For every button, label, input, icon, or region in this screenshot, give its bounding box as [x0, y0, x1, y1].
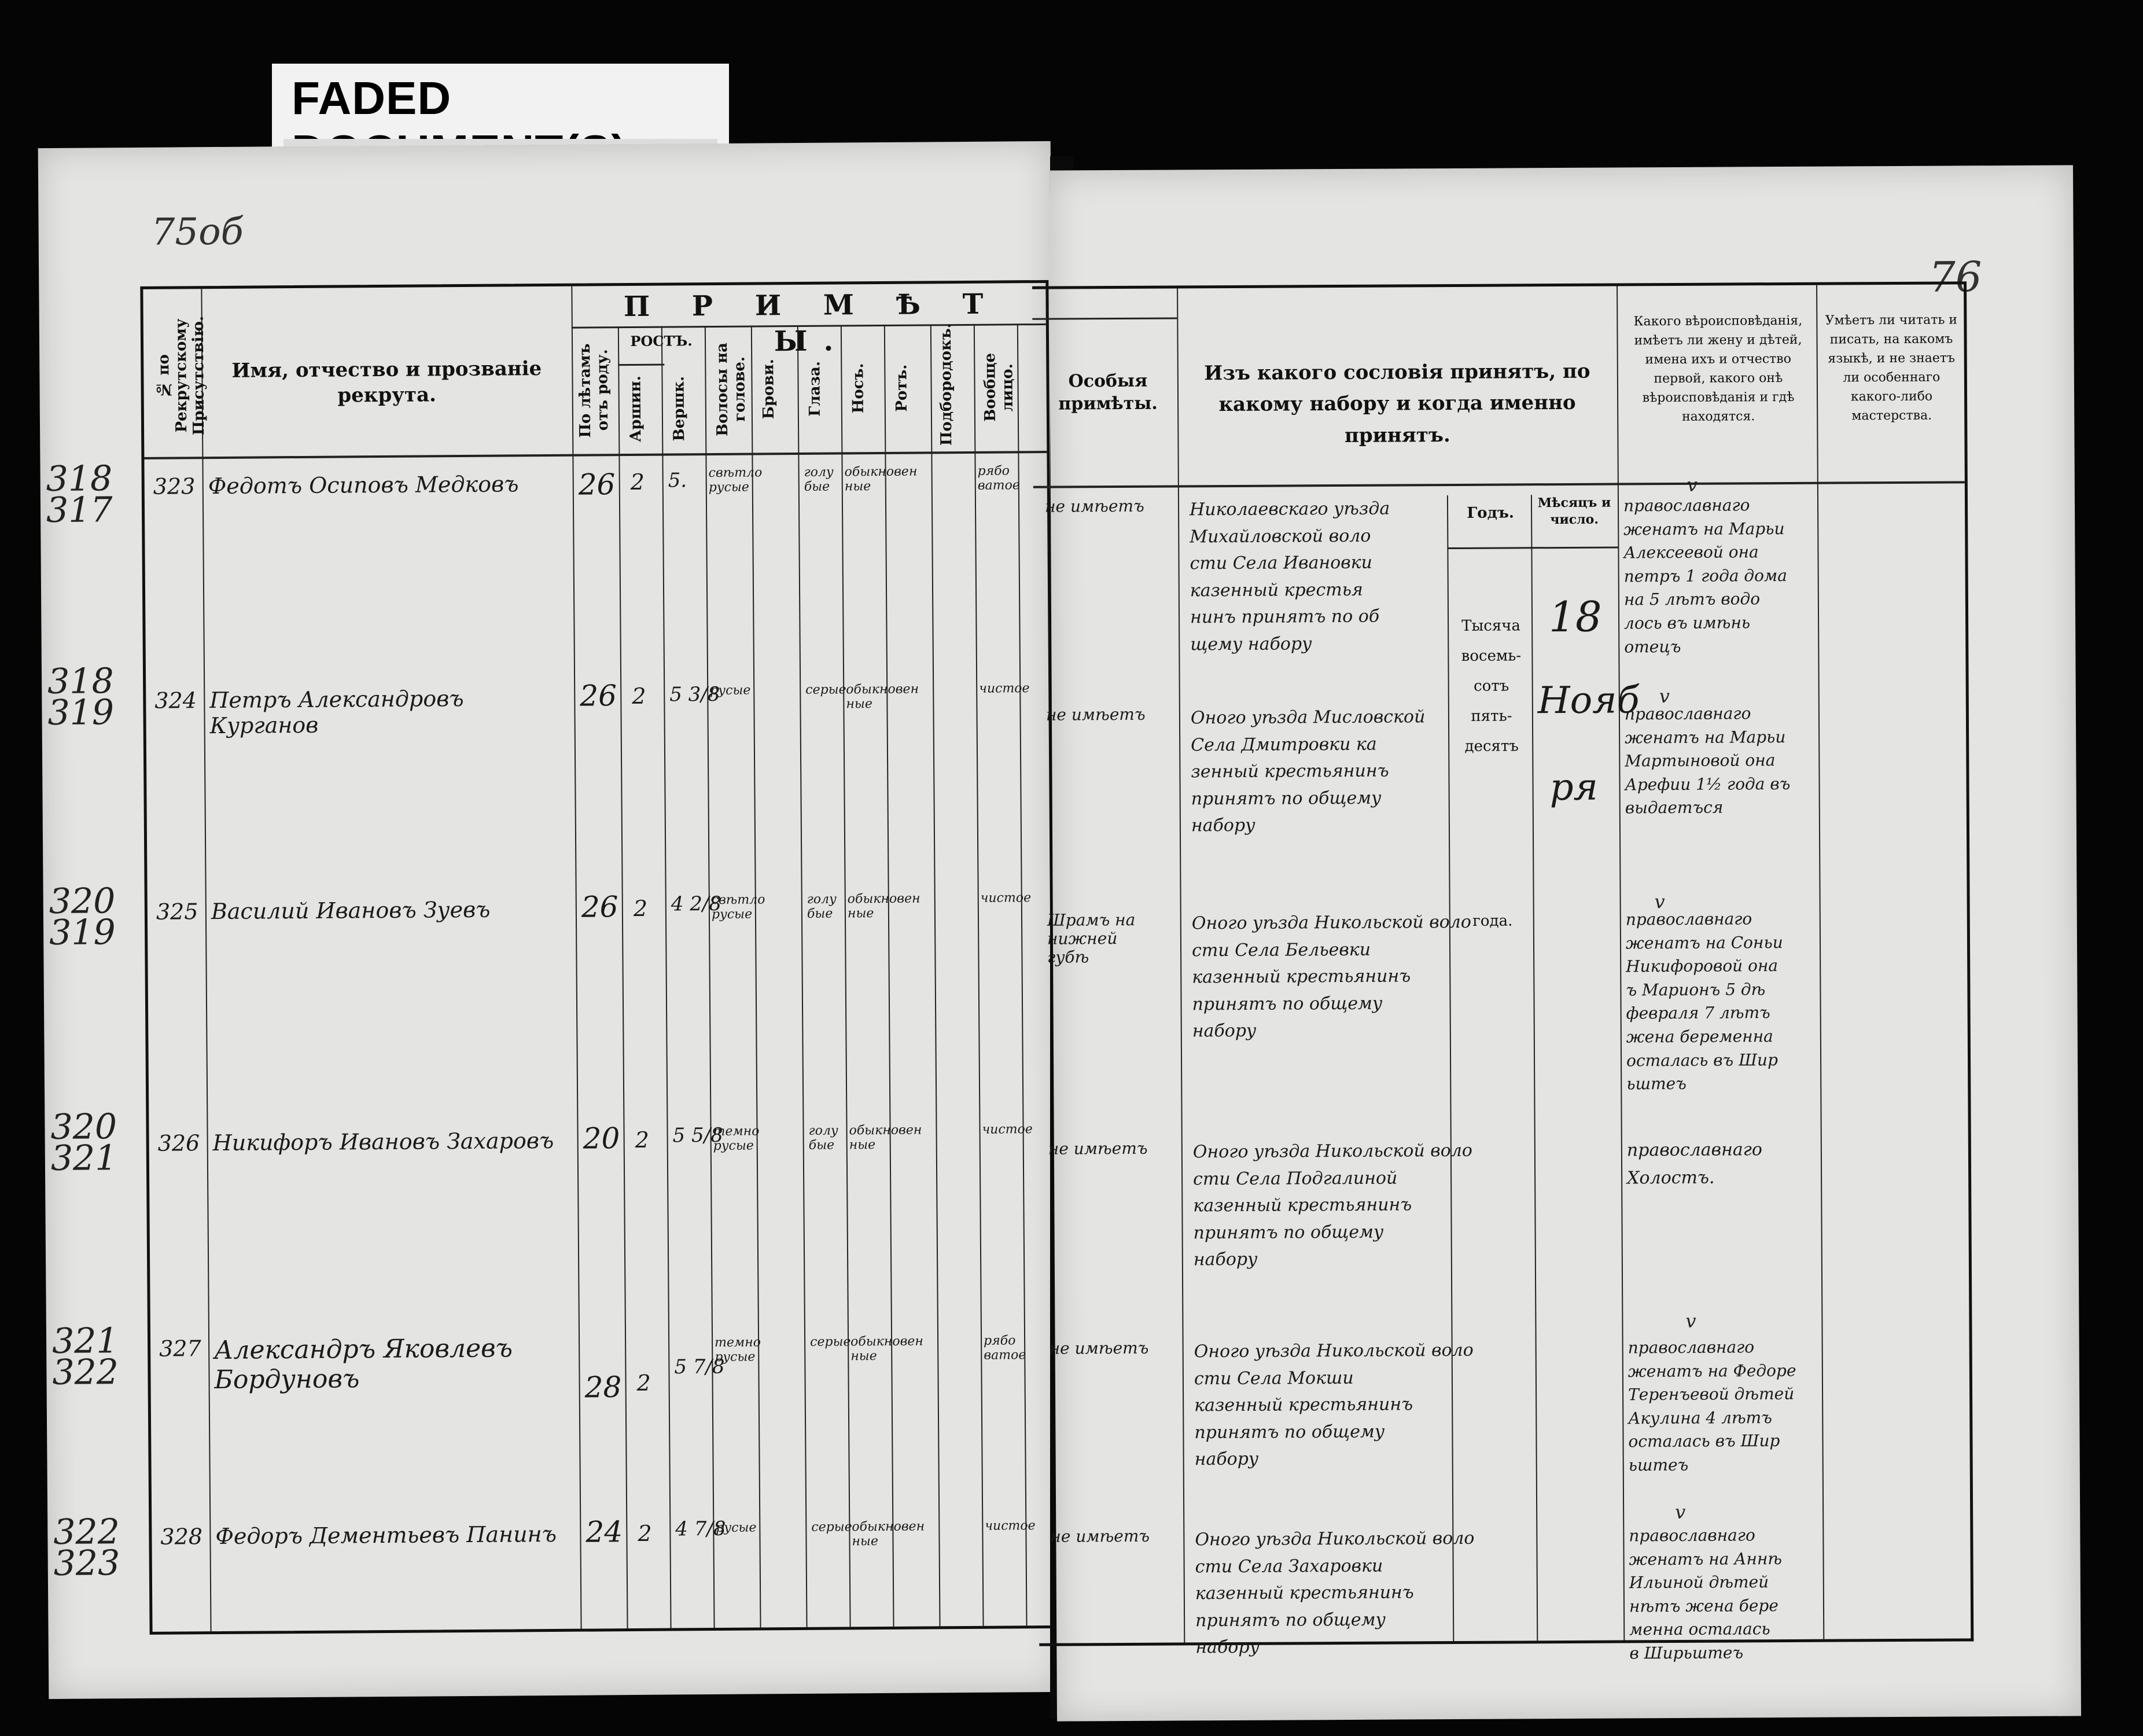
col-divider	[1816, 285, 1824, 1639]
col-divider	[618, 326, 628, 1628]
nose-mouth: обыкновен ные	[850, 1334, 923, 1364]
col-divider	[1177, 288, 1185, 1642]
face: чистое	[985, 1518, 1036, 1533]
special-marks: не имѣетъ	[1050, 1526, 1150, 1546]
header-primety: П Р И М Ѣ Т Ы.	[623, 288, 1000, 358]
estate-entry: Оного уѣзда Мисловской Села Дмитровки ка зенный крестьянинъ принятъ по общему набору	[1190, 707, 1426, 836]
height-arshin: 2	[635, 1127, 649, 1153]
special-marks: не имѣетъ	[1044, 496, 1144, 516]
col-divider	[661, 326, 672, 1628]
religion-family-entry: православнаго женатъ на Марьи Мартыновой она Арефии 1½ года въ выдаетъся	[1624, 704, 1791, 818]
eye-color: серые	[810, 1334, 851, 1349]
recruit-number: 325	[156, 899, 198, 925]
recruit-name: Александръ Яковлевъ Бордуновъ	[213, 1333, 513, 1395]
hair-color: темно русые	[713, 1124, 760, 1154]
margin-number: 318 317	[46, 458, 113, 531]
date-header-rule	[1447, 547, 1618, 550]
special-marks: не имѣетъ	[1049, 1338, 1149, 1358]
margin-number: 322 323	[53, 1511, 120, 1584]
header-mouth: Ротъ.	[893, 364, 911, 412]
header-nose: Носъ.	[849, 363, 867, 414]
height-vershok: 4 2/8	[671, 892, 722, 916]
hair-color: русые	[716, 1520, 757, 1536]
left-register-table	[46, 280, 1058, 1635]
recruit-name: Василий Ивановъ Зуевъ	[211, 896, 491, 925]
col-divider	[1017, 323, 1028, 1625]
tick-mark: v	[1675, 1500, 1686, 1524]
recruit-age: 26	[578, 468, 616, 502]
religion-family-entry: православнаго Холостъ.	[1626, 1139, 1763, 1189]
face: чистое	[980, 891, 1032, 906]
nose-mouth: обыкновен ные	[847, 891, 920, 921]
hair-color: русые	[710, 683, 751, 698]
header-rost: РОСТЪ.	[630, 332, 693, 350]
left-page	[38, 141, 1062, 1699]
margin-number: 320 321	[50, 1106, 117, 1179]
rost-divider	[618, 364, 664, 366]
tick-mark: v	[1654, 891, 1665, 913]
eye-color: серые	[805, 682, 846, 697]
estate-entry: Оного уѣзда Никольской воло сти Села Бельевки казенный крестьянинъ принятъ по общему набору	[1191, 911, 1471, 1042]
estate-entry: Оного уѣзда Никольской воло сти Села Мокши казенный крестьянинъ принятъ по общему набору	[1194, 1340, 1474, 1470]
recruit-number: 324	[154, 687, 197, 713]
recruit-age: 24	[586, 1515, 623, 1549]
recruit-number: 327	[159, 1336, 201, 1362]
religion-family-entry: православнаго женатъ на Марьи Алексеевой она петръ 1 года дома на 5 лѣтъ водо лось въ имѣнь отецъ	[1623, 495, 1787, 657]
eye-color: голу бые	[804, 465, 834, 495]
header-face: Вообще лицо.	[981, 353, 1017, 422]
special-marks: не имѣетъ	[1048, 1138, 1148, 1158]
header-recruit-no: № по Рекрутскому Присутствію.	[155, 316, 208, 436]
col-divider	[884, 325, 894, 1627]
height-arshin: 2	[638, 1520, 652, 1546]
header-top-rule	[1032, 317, 1177, 319]
tick-mark: v	[1687, 473, 1698, 496]
col-divider	[841, 325, 851, 1627]
margin-number: 321 322	[51, 1321, 119, 1393]
left-folio: 75об	[151, 210, 244, 254]
height-vershok: 5 5/8	[672, 1123, 723, 1147]
height-vershok: 5.	[668, 469, 687, 492]
height-arshin: 2	[632, 683, 646, 709]
header-recruit-name: Имя, отчество и прозваніе рекрута.	[231, 357, 542, 407]
header-eyes: Глаза.	[806, 361, 824, 417]
header-month-day: Мѣсяцъ и число.	[1537, 495, 1611, 527]
estate-entry: Николаевскаго уѣзда Михайловской воло сти Села Ивановки казенный крестья нинъ принятъ по об щему набору	[1189, 498, 1390, 654]
recruit-age: 26	[580, 679, 617, 713]
recruit-age: 28	[584, 1370, 622, 1404]
height-vershok: 5 3/8	[669, 682, 720, 707]
col-divider	[797, 325, 808, 1627]
year-text: Тысяча восемь-сотъ пять-десятъ	[1461, 617, 1522, 755]
right-folio: 76	[1928, 252, 1982, 301]
height-arshin: 2	[630, 469, 645, 495]
height-vershok: 4 7/8	[675, 1517, 726, 1541]
recruit-age: 26	[581, 890, 618, 924]
margin-number: 318 319	[47, 661, 115, 734]
stamp-label: FADED	[292, 72, 452, 124]
header-literacy: Умѣетъ ли читать и писать, на какомъ языкѣ, и не знаетъ ли особеннаго какого-либо мастерства.	[1825, 312, 1958, 424]
hair-color: свѣтло русые	[711, 892, 765, 922]
date-month: Нояб	[1537, 679, 1640, 723]
nose-mouth: обыкновен ные	[849, 1123, 922, 1153]
header-year: Годъ.	[1467, 504, 1514, 522]
nose-mouth: обыкновен ные	[846, 682, 919, 712]
recruit-number: 326	[157, 1130, 200, 1156]
religion-family-entry: православнаго женатъ на Аннѣ Ильиной дѣтей нѣтъ жена бере менна осталась в Ширьштеъ	[1629, 1525, 1783, 1663]
face: рябо ватое	[977, 464, 1020, 494]
religion-family-entry: православнаго женатъ на Федоре Теренъевой дѣтей Акулина 4 лѣтъ осталась въ Шир ьштеъ	[1627, 1337, 1796, 1475]
eye-color: серые	[811, 1520, 852, 1535]
date-month-tail: ря	[1549, 766, 1599, 810]
recruit-name: Федотъ Осиповъ Медковъ	[208, 471, 519, 499]
recruit-name: Никифоръ Ивановъ Захаровъ	[212, 1127, 554, 1156]
header-hair: Волосы на голове.	[713, 342, 749, 436]
eye-color: голу бые	[807, 892, 837, 922]
height-arshin: 2	[633, 895, 648, 921]
margin-number: 320 319	[49, 881, 116, 954]
right-page	[1044, 165, 2081, 1721]
face: чистое	[979, 681, 1030, 696]
recruit-name: Петръ Александровъ Курганов	[209, 686, 464, 738]
date-day: 18	[1548, 592, 1602, 642]
header-vershok: Вершк.	[670, 376, 688, 442]
nose-mouth: обыкновен ные	[844, 464, 918, 494]
religion-family-entry: православнаго женатъ на Соньи Никифоровой она ъ Марионъ 5 дѣ февраля 7 лѣтъ жена беременна осталась въ Шир ьштеъ	[1625, 909, 1783, 1094]
col-divider	[930, 324, 941, 1626]
special-marks: не имѣетъ	[1045, 704, 1146, 724]
col-divider	[751, 326, 761, 1628]
estate-entry: Оного уѣзда Никольской воло сти Села Подгалиной казенный крестьянинъ принятъ по общему набору	[1192, 1140, 1473, 1270]
right-register-table	[1032, 281, 1973, 1663]
hair-color: темно русые	[715, 1335, 761, 1365]
header-bottom-rule	[144, 451, 1047, 459]
header-brows: Брови.	[760, 359, 778, 420]
col-divider	[705, 326, 715, 1628]
header-religion-family: Какого вѣроисповѣданія, имѣетъ ли жену и дѣтей, имена ихъ и отчество первой, какого онѣ вѣроисповѣданія и гдѣ находятся.	[1633, 313, 1803, 424]
header-chin: Подбородокъ.	[937, 323, 956, 446]
nose-mouth: обыкновен ные	[852, 1519, 925, 1549]
recruit-number: 323	[153, 473, 196, 499]
col-divider	[974, 324, 984, 1626]
header-age: По лѣтамъ отъ роду.	[576, 343, 612, 438]
archive-stamp	[272, 64, 729, 150]
year-suffix: года.	[1472, 912, 1513, 930]
col-divider	[1617, 286, 1625, 1641]
height-vershok: 5 7/8	[674, 1355, 725, 1379]
eye-color: голу бые	[808, 1123, 838, 1153]
tick-mark: v	[1685, 1310, 1696, 1332]
header-arshin: Аршин.	[627, 376, 645, 442]
recruit-age: 20	[583, 1121, 620, 1156]
col-divider	[1531, 495, 1538, 1641]
face: рябо ватое	[984, 1333, 1026, 1363]
tick-mark: v	[1659, 685, 1670, 708]
recruit-name: Федоръ Дементьевъ Панинъ	[215, 1521, 557, 1550]
hair-color: свѣтло русые	[708, 465, 763, 495]
special-marks: Шрамъ на нижней губѣ	[1047, 910, 1136, 968]
recruit-number: 328	[160, 1524, 203, 1550]
face: чистое	[982, 1122, 1033, 1137]
estate-entry: Оного уѣзда Никольской воло сти Села Захаровки казенный крестьянинъ принятъ по общему набору	[1195, 1528, 1475, 1658]
header-special-marks: Особыя примѣты.	[1058, 370, 1158, 414]
header-estate: Изъ какого сословія принятъ, по какому набору и когда именно принятъ.	[1204, 359, 1590, 447]
height-arshin: 2	[636, 1370, 651, 1396]
header-bottom-rule	[1033, 481, 1965, 488]
